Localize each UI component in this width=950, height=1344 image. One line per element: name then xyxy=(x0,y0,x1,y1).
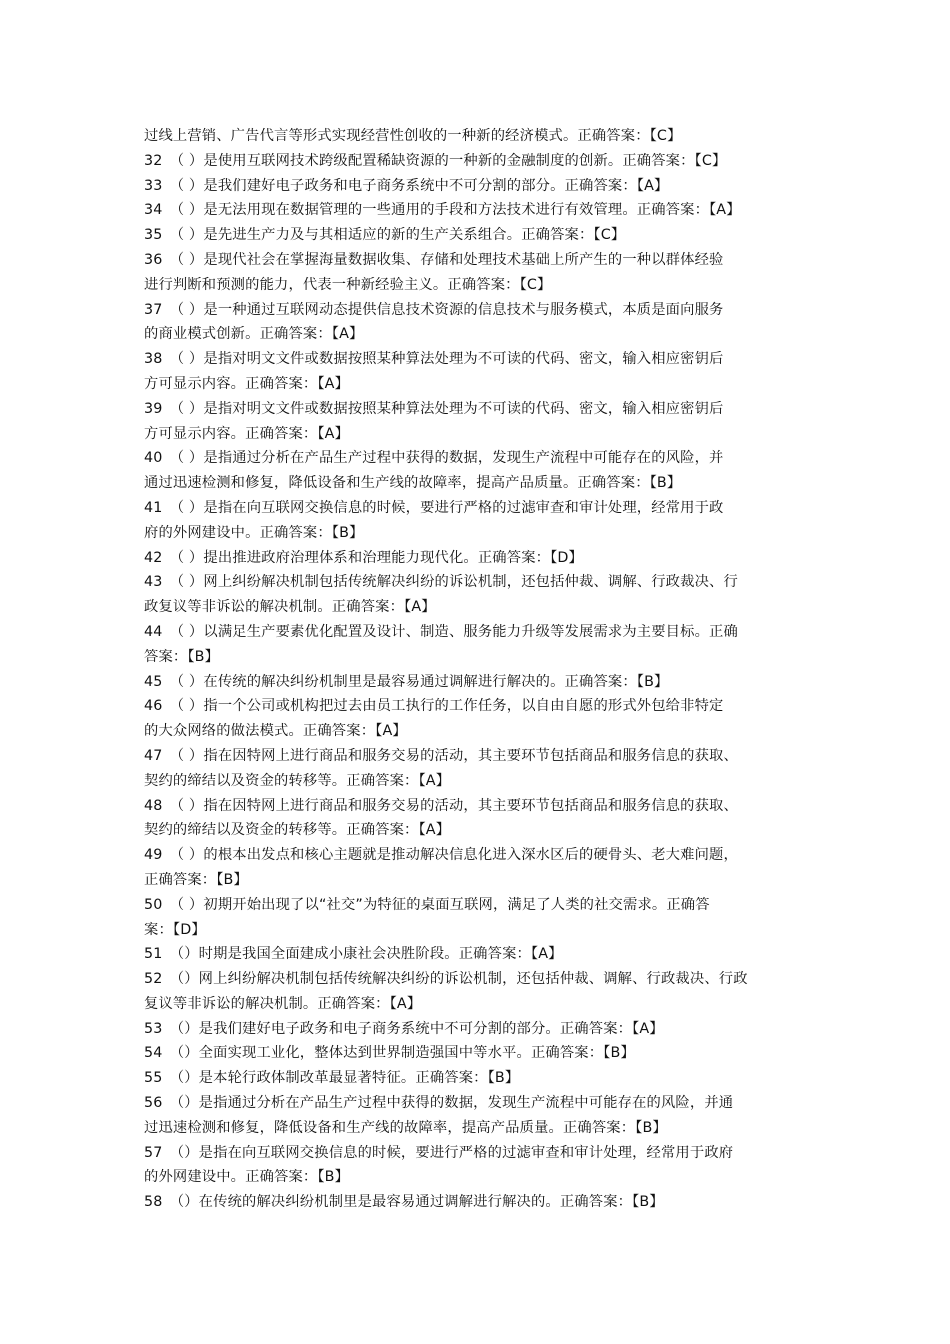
text-line: 52 （）网上纠纷解决机制包括传统解决纠纷的诉讼机制，还包括仲裁、调解、行政裁决、行政 xyxy=(144,971,748,988)
text-line: 的外网建设中。正确答案：【B】 xyxy=(144,1169,350,1186)
text-line: 50 （ ）初期开始出现了以“社交”为特征的桌面互联网，满足了人类的社交需求。正确答 xyxy=(144,896,710,913)
text-line: 40 （ ）是指通过分析在产品生产过程中获得的数据，发现生产流程中可能存在的风险，并 xyxy=(144,450,724,467)
text-line: 32 （ ）是使用互联网技术跨级配置稀缺资源的一种新的金融制度的创新。正确答案：【C】 xyxy=(144,152,727,169)
text-line: 36 （ ）是现代社会在掌握海量数据收集、存储和处理技术基础上所产生的一种以群体经验 xyxy=(144,251,724,268)
text-line: 37 （ ）是一种通过互联网动态提供信息技术资源的信息技术与服务模式，本质是面向服务 xyxy=(144,301,724,318)
text-line: 41 （ ）是指在向互联网交换信息的时候，要进行严格的过滤审查和审计处理，经常用于政 xyxy=(144,499,724,516)
text-line: 的大众网络的做法模式。正确答案：【A】 xyxy=(144,723,407,740)
text-line: 33 （ ）是我们建好电子政务和电子商务系统中不可分割的部分。正确答案：【A】 xyxy=(144,177,669,194)
text-line: 45 （ ）在传统的解决纠纷机制里是最容易通过调解进行解决的。正确答案：【B】 xyxy=(144,673,669,690)
text-line: 复议等非诉讼的解决机制。正确答案：【A】 xyxy=(144,995,422,1012)
text-line: 35 （ ）是先进生产力及与其相适应的新的生产关系组合。正确答案：【C】 xyxy=(144,227,626,244)
text-line: 53 （）是我们建好电子政务和电子商务系统中不可分割的部分。正确答案：【A】 xyxy=(144,1020,664,1037)
text-line: 契约的缔结以及资金的转移等。正确答案：【A】 xyxy=(144,822,451,839)
text-line: 契约的缔结以及资金的转移等。正确答案：【A】 xyxy=(144,772,451,789)
document-body xyxy=(144,124,816,1215)
text-line: 38 （ ）是指对明文文件或数据按照某种算法处理为不可读的代码、密文，输入相应密钥后 xyxy=(144,351,724,368)
text-line: 过线上营销、广告代言等形式实现经营性创收的一种新的经济模式。正确答案：【C】 xyxy=(144,128,682,144)
text-line: 府的外网建设中。正确答案：【B】 xyxy=(144,524,364,541)
text-line: 答案：【B】 xyxy=(144,648,220,665)
text-line: 方可显示内容。正确答案：【A】 xyxy=(144,375,350,392)
text-line: 的商业模式创新。正确答案：【A】 xyxy=(144,326,364,343)
text-line: 政复议等非诉讼的解决机制。正确答案：【A】 xyxy=(144,599,436,616)
text-line: 54 （）全面实现工业化，整体达到世界制造强国中等水平。正确答案：【B】 xyxy=(144,1045,635,1062)
text-line: 48 （ ）指在因特网上进行商品和服务交易的活动，其主要环节包括商品和服务信息的获取、 xyxy=(144,797,738,814)
text-line: 进行判断和预测的能力，代表一种新经验主义。正确答案：【C】 xyxy=(144,276,552,293)
text-line: 49 （ ）的根本出发点和核心主题就是推动解决信息化进入深水区后的硬骨头、老大难问题， xyxy=(144,847,738,864)
text-line: 44 （ ）以满足生产要素优化配置及设计、制造、服务能力升级等发展需求为主要目标。正确 xyxy=(144,623,738,640)
text-line: 过迅速检测和修复，降低设备和生产线的故障率，提高产品质量。正确答案：【B】 xyxy=(144,1119,667,1136)
text-line: 51 （）时期是我国全面建成小康社会决胜阶段。正确答案：【A】 xyxy=(144,946,563,963)
text-line: 56 （）是指通过分析在产品生产过程中获得的数据，发现生产流程中可能存在的风险，并通 xyxy=(144,1095,734,1112)
text-line: 57 （）是指在向互联网交换信息的时候，要进行严格的过滤审查和审计处理，经常用于政府 xyxy=(144,1144,734,1161)
text-line: 通过迅速检测和修复，降低设备和生产线的故障率，提高产品质量。正确答案：【B】 xyxy=(144,475,682,492)
text-line: 47 （ ）指在因特网上进行商品和服务交易的活动，其主要环节包括商品和服务信息的获取、 xyxy=(144,747,738,764)
text-line: 39 （ ）是指对明文文件或数据按照某种算法处理为不可读的代码、密文，输入相应密钥后 xyxy=(144,400,724,417)
text-line: 42 （ ）提出推进政府治理体系和治理能力现代化。正确答案：【D】 xyxy=(144,549,584,566)
text-line: 43 （ ）网上纠纷解决机制包括传统解决纠纷的诉讼机制，还包括仲裁、调解、行政裁决、行 xyxy=(144,574,738,591)
text-line: 案：【D】 xyxy=(144,921,206,938)
text-line: 方可显示内容。正确答案：【A】 xyxy=(144,425,350,442)
text-line: 正确答案：【B】 xyxy=(144,871,248,888)
text-line: 55 （）是本轮行政体制改革最显著特征。正确答案：【B】 xyxy=(144,1070,520,1087)
text-line: 46 （ ）指一个公司或机构把过去由员工执行的工作任务，以自由自愿的形式外包给非特定 xyxy=(144,698,724,715)
text-line: 58 （）在传统的解决纠纷机制里是最容易通过调解进行解决的。正确答案：【B】 xyxy=(144,1194,664,1211)
text-line: 34 （ ）是无法用现在数据管理的一些通用的手段和方法技术进行有效管理。正确答案：【A】 xyxy=(144,202,741,219)
